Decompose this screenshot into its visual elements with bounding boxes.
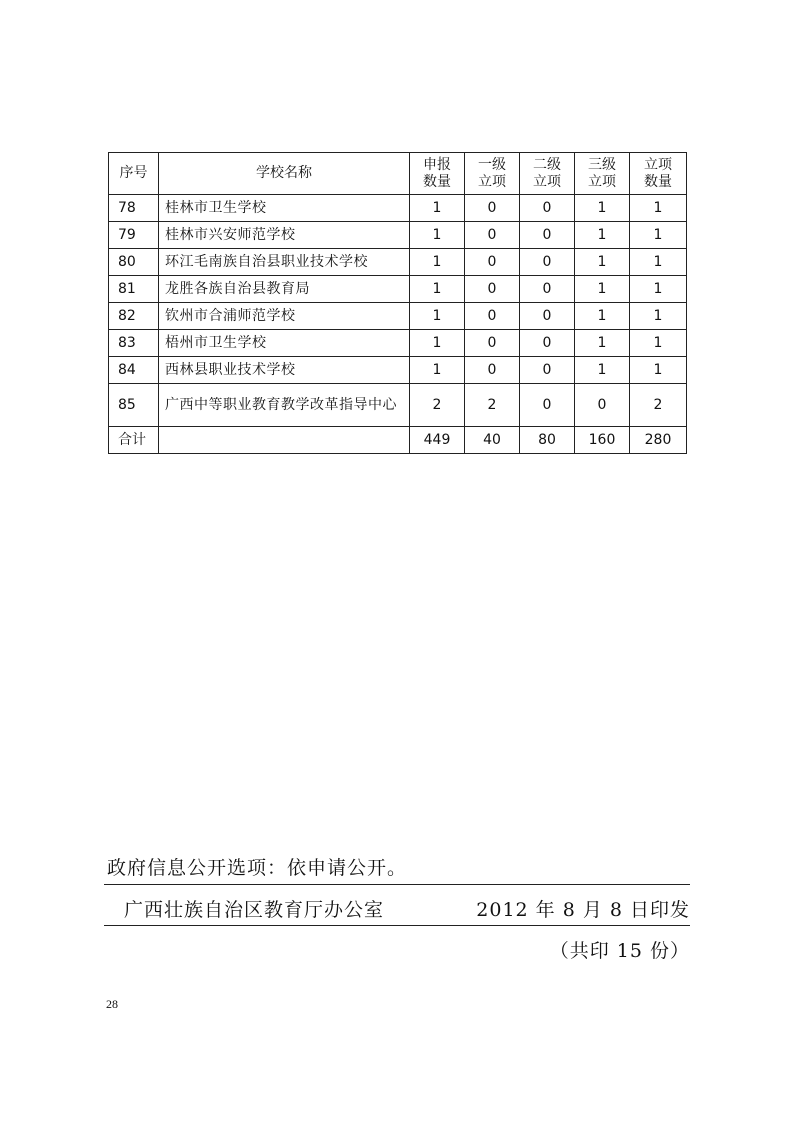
row-level1: 0 <box>465 276 520 303</box>
print-copies: （共印 15 份） <box>549 940 690 962</box>
total-approved: 280 <box>630 427 687 454</box>
row-level3: 1 <box>575 276 630 303</box>
row-declared: 1 <box>410 330 465 357</box>
row-approved: 1 <box>630 303 687 330</box>
issue-date: 2012 年 8 月 8 日印发 <box>476 899 690 921</box>
header-level1-line1: 一级 <box>478 156 506 173</box>
row-level2: 0 <box>520 222 575 249</box>
total-level2: 80 <box>520 427 575 454</box>
table-row <box>109 249 687 276</box>
row-index: 84 <box>109 357 159 384</box>
row-index: 81 <box>109 276 159 303</box>
row-level3: 1 <box>575 249 630 276</box>
row-index: 78 <box>109 195 159 222</box>
header-level2-line2: 立项 <box>533 173 561 190</box>
row-approved: 1 <box>630 357 687 384</box>
header-declared-line2: 数量 <box>423 173 451 190</box>
row-declared: 1 <box>410 303 465 330</box>
header-level1-line2: 立项 <box>478 173 506 190</box>
row-level2: 0 <box>520 276 575 303</box>
row-index: 85 <box>109 384 159 427</box>
header-approved <box>630 153 687 195</box>
row-approved: 1 <box>630 195 687 222</box>
header-declared <box>410 153 465 195</box>
table-row <box>109 222 687 249</box>
row-school-name: 钦州市合浦师范学校 <box>159 303 410 330</box>
footer-rule-bottom <box>104 925 690 926</box>
row-index: 80 <box>109 249 159 276</box>
total-label: 合计 <box>109 427 159 454</box>
table-row <box>109 303 687 330</box>
header-level3-line2: 立项 <box>588 173 616 190</box>
row-level2: 0 <box>520 330 575 357</box>
row-index: 82 <box>109 303 159 330</box>
row-level3: 1 <box>575 222 630 249</box>
total-level1: 40 <box>465 427 520 454</box>
header-index: 序号 <box>109 153 159 195</box>
row-approved: 1 <box>630 276 687 303</box>
header-level1 <box>465 153 520 195</box>
row-level1: 0 <box>465 303 520 330</box>
row-level1: 0 <box>465 249 520 276</box>
table-row <box>109 357 687 384</box>
total-declared: 449 <box>410 427 465 454</box>
row-declared: 1 <box>410 249 465 276</box>
row-level3: 1 <box>575 303 630 330</box>
table-row <box>109 384 687 427</box>
row-declared: 2 <box>410 384 465 427</box>
row-level2: 0 <box>520 357 575 384</box>
disclosure-option: 政府信息公开选项：依申请公开。 <box>107 857 408 879</box>
row-approved: 1 <box>630 330 687 357</box>
issuer-office: 广西壮族自治区教育厅办公室 <box>124 899 385 921</box>
row-declared: 1 <box>410 222 465 249</box>
row-declared: 1 <box>410 195 465 222</box>
row-level2: 0 <box>520 195 575 222</box>
row-approved: 2 <box>630 384 687 427</box>
row-level1: 0 <box>465 330 520 357</box>
row-index: 83 <box>109 330 159 357</box>
row-approved: 1 <box>630 222 687 249</box>
header-level3 <box>575 153 630 195</box>
table-row <box>109 276 687 303</box>
row-school-name: 桂林市卫生学校 <box>159 195 410 222</box>
row-level3: 1 <box>575 195 630 222</box>
footer-rule-top <box>104 884 690 885</box>
row-level1: 0 <box>465 222 520 249</box>
row-school-name: 广西中等职业教育教学改革指导中心 <box>159 384 410 427</box>
page-number: 28 <box>106 997 118 1011</box>
row-school-name: 桂林市兴安师范学校 <box>159 222 410 249</box>
row-declared: 1 <box>410 276 465 303</box>
table-row <box>109 195 687 222</box>
row-approved: 1 <box>630 249 687 276</box>
header-level3-line1: 三级 <box>588 156 616 173</box>
header-declared-line1: 申报 <box>423 156 451 173</box>
row-level1: 0 <box>465 357 520 384</box>
table-total-row <box>109 427 687 454</box>
header-approved-line2: 数量 <box>644 173 672 190</box>
row-index: 79 <box>109 222 159 249</box>
row-school-name: 环江毛南族自治县职业技术学校 <box>159 249 410 276</box>
row-level3: 1 <box>575 330 630 357</box>
row-school-name: 梧州市卫生学校 <box>159 330 410 357</box>
header-approved-line1: 立项 <box>644 156 672 173</box>
total-name <box>159 427 410 454</box>
row-school-name: 龙胜各族自治县教育局 <box>159 276 410 303</box>
row-level2: 0 <box>520 303 575 330</box>
header-school-name: 学校名称 <box>159 153 410 195</box>
table-header-row <box>109 153 687 195</box>
row-school-name: 西林县职业技术学校 <box>159 357 410 384</box>
total-level3: 160 <box>575 427 630 454</box>
row-level2: 0 <box>520 249 575 276</box>
row-level3: 0 <box>575 384 630 427</box>
row-level1: 0 <box>465 195 520 222</box>
header-level2-line1: 二级 <box>533 156 561 173</box>
header-level2 <box>520 153 575 195</box>
row-level3: 1 <box>575 357 630 384</box>
project-table <box>108 152 687 454</box>
table-row <box>109 330 687 357</box>
row-level1: 2 <box>465 384 520 427</box>
row-level2: 0 <box>520 384 575 427</box>
row-declared: 1 <box>410 357 465 384</box>
